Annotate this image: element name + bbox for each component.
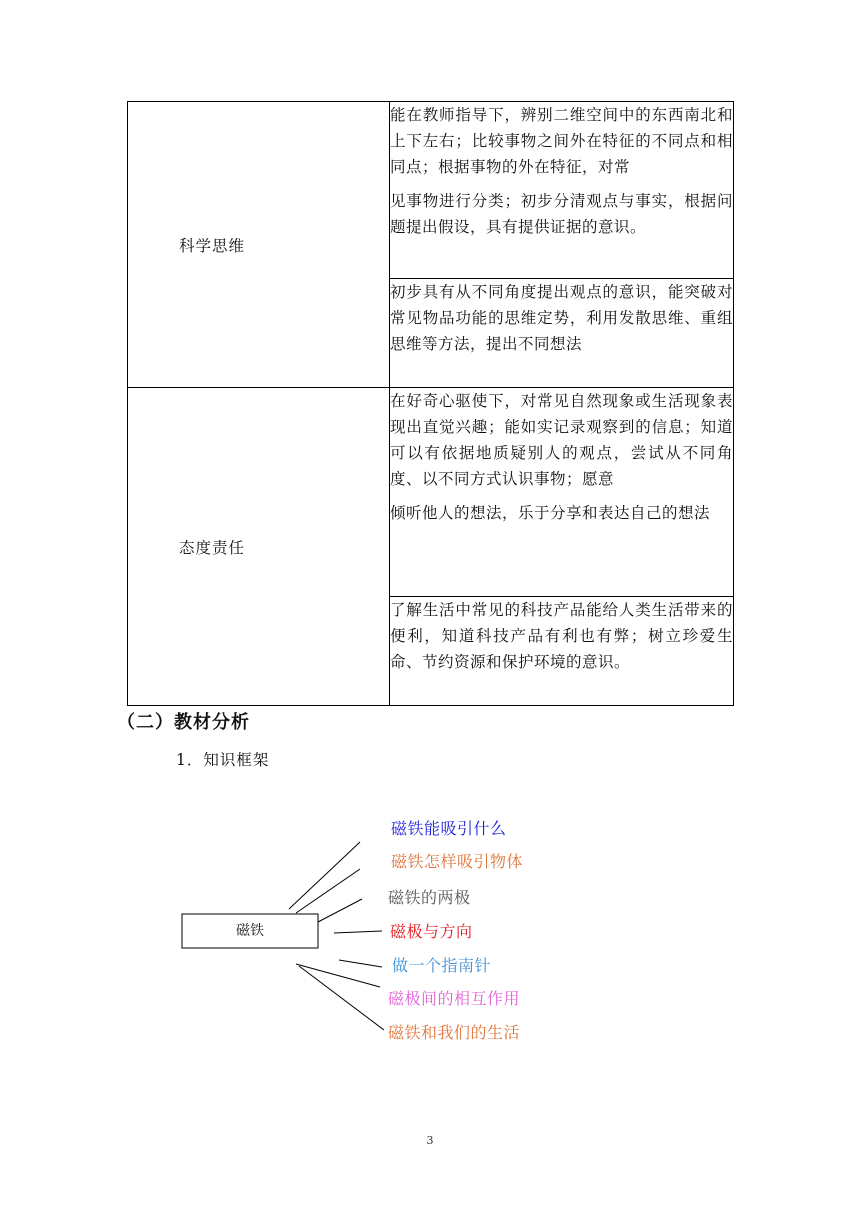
branch-label: 做一个指南针	[392, 956, 492, 975]
branch-connector	[339, 960, 382, 967]
branch-label: 磁铁怎样吸引物体	[391, 852, 524, 871]
branch-connector	[318, 899, 362, 922]
subsection-heading: 1．知识框架	[176, 751, 270, 769]
branch-connector	[296, 869, 360, 913]
description-text: 能在教师指导下，辨别二维空间中的东西南北和上下左右；比较事物之间外在特征的不同点和相同点；根据事物的外在特征，对常	[390, 106, 733, 176]
branch-connector	[299, 966, 384, 1030]
category-label: 态度责任	[179, 538, 246, 557]
branch-connector	[296, 964, 380, 987]
branch-connector	[289, 842, 360, 909]
description-text: 了解生活中常见的科技产品能给人类生活带来的便利，知道科技产品有利也有弊；树立珍爱生命、节约资源和保护环境的意识。	[390, 601, 733, 671]
section-heading: （二）教材分析	[117, 712, 250, 733]
description-text: 在好奇心驱使下，对常见自然现象或生活现象表现出直觉兴趣；能如实记录观察到的信息；知道可以有依据地质疑别人的观点，尝试从不同角度、以不同方式认识事物；愿意	[390, 392, 733, 488]
description-text: 初步具有从不同角度提出观点的意识，能突破对常见物品功能的思维定势，利用发散思维、重组思维等方法，提出不同想法	[390, 283, 733, 353]
branch-label: 磁铁的两极	[388, 888, 471, 907]
category-label: 科学思维	[179, 236, 246, 255]
description-text: 见事物进行分类；初步分清观点与事实，根据问题提出假设，具有提供证据的意识。	[390, 192, 733, 236]
branch-label: 磁铁能吸引什么	[391, 819, 507, 838]
description-text: 倾听他人的想法，乐于分享和表达自己的想法	[390, 504, 711, 522]
branch-connector	[334, 931, 382, 933]
branch-label: 磁铁和我们的生活	[388, 1023, 521, 1042]
branch-label: 磁极与方向	[390, 922, 473, 941]
root-node-label: 磁铁	[236, 923, 264, 939]
branch-label: 磁极间的相互作用	[388, 989, 521, 1008]
page-number: 3	[426, 1134, 434, 1147]
